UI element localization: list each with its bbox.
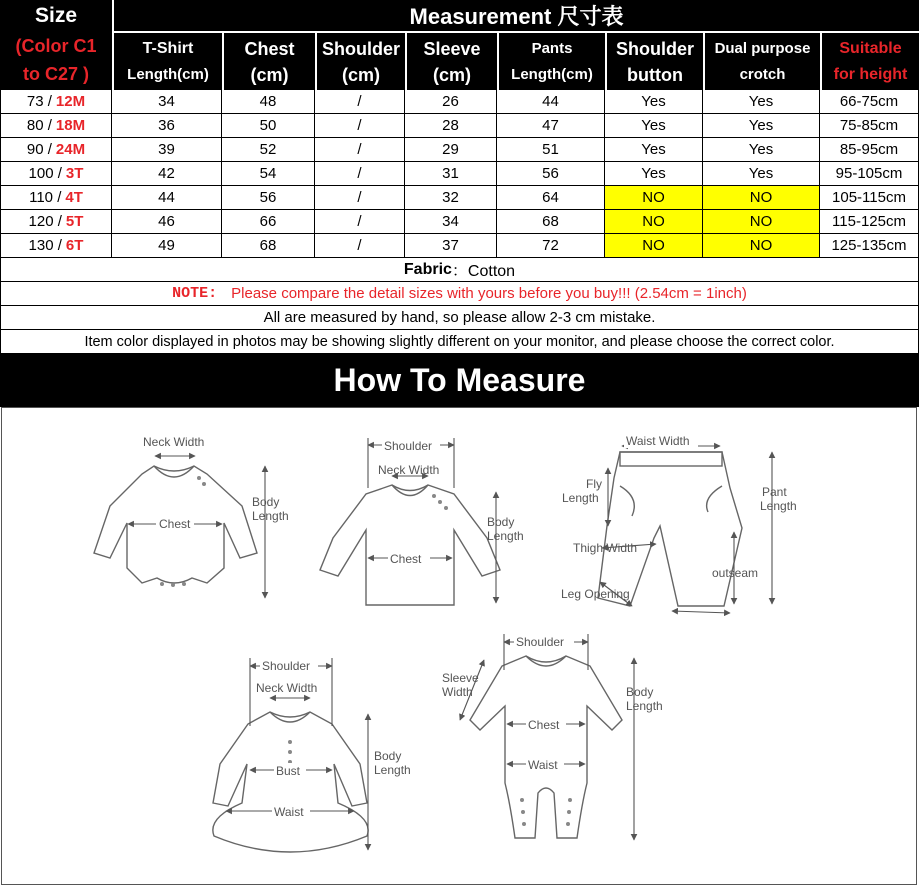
dual-crotch-cell: Yes bbox=[703, 138, 820, 161]
table-row bbox=[0, 210, 919, 234]
dual-crotch-cell: NO bbox=[703, 234, 820, 257]
col-tshirt-length: T-Shirt Length(cm) bbox=[112, 33, 222, 90]
pants-outseam-label: outseam bbox=[712, 566, 759, 580]
romper-sleeve-label: Sleeve bbox=[442, 671, 479, 685]
romper-body-label: Body bbox=[626, 685, 654, 699]
chest-cell: 56 bbox=[222, 186, 315, 209]
dress-diagram bbox=[213, 658, 411, 852]
height-cell: 85-95cm bbox=[820, 138, 919, 161]
size-cell: 80 / 18M bbox=[0, 114, 112, 137]
pants-cell: 68 bbox=[497, 210, 605, 233]
fabric-row bbox=[0, 258, 919, 282]
romper-shoulder-label: Shoulder bbox=[516, 635, 565, 649]
tshirt-body-label: Body bbox=[487, 515, 515, 529]
size-cell: 90 / 24M bbox=[0, 138, 112, 161]
how-to-measure-title: How To Measure bbox=[0, 353, 919, 407]
shoulder-cell: / bbox=[315, 90, 405, 113]
fabric-value: ：Cotton bbox=[451, 263, 516, 280]
pants-leg-label: Leg Opening bbox=[561, 587, 630, 601]
sleeve-cell: 32 bbox=[405, 186, 497, 209]
pants-cell: 64 bbox=[497, 186, 605, 209]
svg-text:Length: Length bbox=[252, 509, 289, 523]
note-label: NOTE: bbox=[172, 285, 218, 302]
tshirt-cell: 34 bbox=[112, 90, 222, 113]
dress-body-label: Body bbox=[374, 749, 402, 763]
shoulder-button-cell: Yes bbox=[605, 138, 703, 161]
chest-cell: 50 bbox=[222, 114, 315, 137]
measured-note: All are measured by hand, so please allow 2-3 cm mistake. bbox=[263, 309, 656, 326]
color-note-row bbox=[0, 330, 919, 354]
size-color-range-line1: (Color C1 bbox=[15, 36, 97, 56]
shoulder-button-cell: NO bbox=[605, 186, 703, 209]
size-header bbox=[0, 0, 112, 90]
measured-note-row bbox=[0, 306, 919, 330]
shoulder-button-cell: Yes bbox=[605, 162, 703, 185]
svg-text:Length: Length bbox=[487, 529, 524, 543]
size-cell: 110 / 4T bbox=[0, 186, 112, 209]
svg-text:Width: Width bbox=[442, 685, 473, 699]
tshirt-cell: 36 bbox=[112, 114, 222, 137]
height-cell: 75-85cm bbox=[820, 114, 919, 137]
sleeve-cell: 29 bbox=[405, 138, 497, 161]
chest-cell: 54 bbox=[222, 162, 315, 185]
sleeve-cell: 26 bbox=[405, 90, 497, 113]
dual-crotch-cell: NO bbox=[703, 186, 820, 209]
col-dual-crotch: Dual purpose crotch bbox=[703, 33, 820, 90]
pants-cell: 44 bbox=[497, 90, 605, 113]
col-shoulder-button: Shoulder button bbox=[605, 33, 703, 90]
sleeve-cell: 31 bbox=[405, 162, 497, 185]
tshirt-cell: 39 bbox=[112, 138, 222, 161]
tshirt-chest-label: Chest bbox=[390, 552, 422, 566]
pants-cell: 56 bbox=[497, 162, 605, 185]
dress-neck-label: Neck Width bbox=[256, 681, 318, 695]
pants-cell: 51 bbox=[497, 138, 605, 161]
shoulder-cell: / bbox=[315, 234, 405, 257]
romper-chest-label: Chest bbox=[528, 718, 560, 732]
pants-waist-label: Waist Width bbox=[626, 434, 690, 448]
romper-waist-label: Waist bbox=[528, 758, 558, 772]
bodysuit-diagram bbox=[94, 435, 289, 598]
svg-text:Length: Length bbox=[760, 499, 797, 513]
table-row bbox=[0, 186, 919, 210]
bodysuit-chest-label: Chest bbox=[159, 517, 191, 531]
pants-thigh-label: Thigh Width bbox=[573, 541, 638, 555]
sleeve-cell: 34 bbox=[405, 210, 497, 233]
tshirt-shoulder-label: Shoulder bbox=[384, 439, 433, 453]
fabric-label: Fabric bbox=[403, 260, 452, 278]
col-chest: Chest (cm) bbox=[222, 33, 315, 90]
shoulder-button-cell: Yes bbox=[605, 114, 703, 137]
height-cell: 115-125cm bbox=[820, 210, 919, 233]
height-cell: 125-135cm bbox=[820, 234, 919, 257]
height-cell: 95-105cm bbox=[820, 162, 919, 185]
tshirt-diagram bbox=[320, 438, 524, 605]
size-title: Size bbox=[34, 4, 78, 27]
pants-pant-label: Pant bbox=[762, 485, 787, 499]
dress-waist-label: Waist bbox=[274, 805, 304, 819]
table-row bbox=[0, 90, 919, 114]
table-row bbox=[0, 138, 919, 162]
pants-fly-label: Fly bbox=[586, 477, 602, 491]
chest-cell: 48 bbox=[222, 90, 315, 113]
measure-diagrams bbox=[2, 408, 916, 884]
romper-diagram bbox=[442, 634, 663, 840]
shoulder-cell: / bbox=[315, 210, 405, 233]
note-row bbox=[0, 282, 919, 306]
table-row bbox=[0, 114, 919, 138]
dual-crotch-cell: Yes bbox=[703, 162, 820, 185]
measurement-title: Measurement 尺寸表 bbox=[112, 0, 919, 33]
dress-bust-label: Bust bbox=[276, 764, 301, 778]
shoulder-cell: / bbox=[315, 114, 405, 137]
table-row bbox=[0, 162, 919, 186]
shoulder-cell: / bbox=[315, 138, 405, 161]
pants-cell: 47 bbox=[497, 114, 605, 137]
shoulder-button-cell: NO bbox=[605, 234, 703, 257]
size-cell: 100 / 3T bbox=[0, 162, 112, 185]
chest-cell: 68 bbox=[222, 234, 315, 257]
svg-text:Length: Length bbox=[562, 491, 599, 505]
tshirt-cell: 42 bbox=[112, 162, 222, 185]
table-header bbox=[0, 0, 919, 90]
table-row bbox=[0, 234, 919, 258]
col-shoulder: Shoulder (cm) bbox=[315, 33, 405, 90]
note-text: Please compare the detail sizes with yours before you buy!!! (2.54cm = 1inch) bbox=[231, 285, 747, 302]
color-note: Item color displayed in photos may be showing slightly different on your monitor, and please choose the correct color. bbox=[84, 333, 835, 350]
tshirt-neck-label: Neck Width bbox=[378, 463, 440, 477]
bodysuit-body-label: Body bbox=[252, 495, 280, 509]
how-to-measure-panel bbox=[1, 407, 917, 885]
shoulder-cell: / bbox=[315, 162, 405, 185]
sleeve-cell: 37 bbox=[405, 234, 497, 257]
size-cell: 120 / 5T bbox=[0, 210, 112, 233]
height-cell: 105-115cm bbox=[820, 186, 919, 209]
svg-text:Length: Length bbox=[374, 763, 411, 777]
col-suitable-height: Suitable for height bbox=[820, 33, 919, 90]
bodysuit-neck-label: Neck Width bbox=[143, 435, 205, 449]
chest-cell: 52 bbox=[222, 138, 315, 161]
svg-text:Length: Length bbox=[626, 699, 663, 713]
shoulder-button-cell: Yes bbox=[605, 90, 703, 113]
tshirt-cell: 46 bbox=[112, 210, 222, 233]
pants-diagram bbox=[561, 434, 797, 613]
height-cell: 66-75cm bbox=[820, 90, 919, 113]
dual-crotch-cell: NO bbox=[703, 210, 820, 233]
shoulder-button-cell: NO bbox=[605, 210, 703, 233]
shoulder-cell: / bbox=[315, 186, 405, 209]
size-color-range-line2: to C27 ) bbox=[22, 64, 89, 84]
dress-shoulder-label: Shoulder bbox=[262, 659, 311, 673]
size-cell: 130 / 6T bbox=[0, 234, 112, 257]
chest-cell: 66 bbox=[222, 210, 315, 233]
sleeve-cell: 28 bbox=[405, 114, 497, 137]
tshirt-cell: 44 bbox=[112, 186, 222, 209]
col-sleeve: Sleeve (cm) bbox=[405, 33, 497, 90]
size-cell: 73 / 12M bbox=[0, 90, 112, 113]
pants-cell: 72 bbox=[497, 234, 605, 257]
dual-crotch-cell: Yes bbox=[703, 114, 820, 137]
dual-crotch-cell: Yes bbox=[703, 90, 820, 113]
col-pants-length: Pants Length(cm) bbox=[497, 33, 605, 90]
tshirt-cell: 49 bbox=[112, 234, 222, 257]
